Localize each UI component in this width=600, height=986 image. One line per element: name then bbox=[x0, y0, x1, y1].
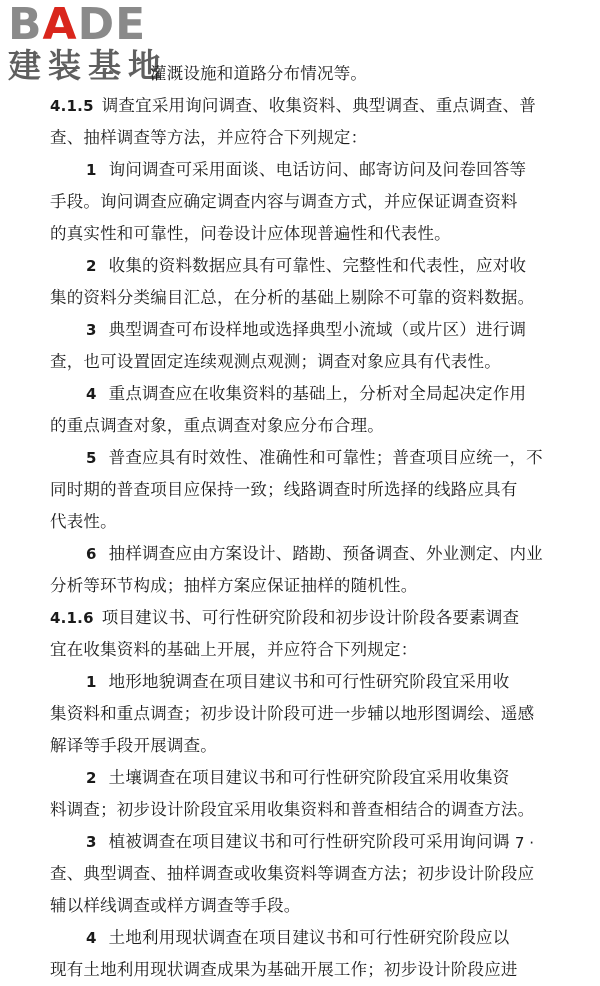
list-item: 2 收集的资料数据应具有可靠性、完整性和代表性，应对收 bbox=[86, 256, 527, 275]
text-line: 查、抽样调查等方法，并应符合下列规定： bbox=[50, 128, 368, 147]
text-line: 集资料和重点调查；初步设计阶段可进一步辅以地形图调绘、遥感 bbox=[50, 704, 535, 723]
text-line: 现有土地利用现状调查成果为基础开展工作；初步设计阶段应进 bbox=[50, 960, 518, 979]
list-item: 1 地形地貌调查在项目建议书和可行性研究阶段宜采用收 bbox=[86, 672, 510, 691]
list-item: 4 土地利用现状调查在项目建议书和可行性研究阶段应以 bbox=[86, 928, 510, 947]
text-line: 辅以样线调查或样方调查等手段。 bbox=[50, 896, 301, 915]
text-line: 的真实性和可靠性，问卷设计应体现普遍性和代表性。 bbox=[50, 224, 451, 243]
logo-wordmark: BADE bbox=[8, 0, 147, 50]
text-line: 灌溉设施和道路分布情况等。 bbox=[150, 64, 368, 83]
text-line: 分析等环节构成；抽样方案应保证抽样的随机性。 bbox=[50, 576, 418, 595]
list-item: 3 典型调查可布设样地或选择典型小流域（或片区）进行调 bbox=[86, 320, 527, 339]
text-line: 手段。询问调查应确定调查内容与调查方式，并应保证调查资料 bbox=[50, 192, 518, 211]
text-line: 料调查；初步设计阶段宜采用收集资料和普查相结合的调查方法。 bbox=[50, 800, 535, 819]
clause-number: 4.1.5 bbox=[50, 97, 94, 115]
list-item: 6 抽样调查应由方案设计、踏勘、预备调查、外业测定、内业 bbox=[86, 544, 543, 563]
logo-cjk-text: 建装基地 bbox=[8, 46, 168, 85]
text-line: 的重点调查对象，重点调查对象应分布合理。 bbox=[50, 416, 384, 435]
list-item: 1 询问调查可采用面谈、电话访问、邮寄访问及问卷回答等 bbox=[86, 160, 527, 179]
document-body bbox=[50, 58, 570, 986]
text-line: 集的资料分类编目汇总，在分析的基础上剔除不可靠的资料数据。 bbox=[50, 288, 535, 307]
list-item: 4 重点调查应在收集资料的基础上，分析对全局起决定作用 bbox=[86, 384, 527, 403]
text-line: 解译等手段开展调查。 bbox=[50, 736, 217, 755]
text-line: 同时期的普查项目应保持一致；线路调查时所选择的线路应具有 bbox=[50, 480, 518, 499]
list-item: 2 土壤调查在项目建议书和可行性研究阶段宜采用收集资 bbox=[86, 768, 510, 787]
clause-4-1-5: 4.1.5 调查宜采用询问调查、收集资料、典型调查、重点调查、普 bbox=[50, 96, 536, 115]
clause-number: 4.1.6 bbox=[50, 609, 94, 627]
page-number: · 7 · bbox=[505, 834, 534, 852]
list-item: 3 植被调查在项目建议书和可行性研究阶段可采用询问调 bbox=[86, 832, 510, 851]
list-item: 5 普查应具有时效性、准确性和可靠性；普查项目应统一，不 bbox=[86, 448, 543, 467]
clause-4-1-6: 4.1.6 项目建议书、可行性研究阶段和初步设计阶段各要素调查 bbox=[50, 608, 520, 627]
text-line: 代表性。 bbox=[50, 512, 117, 531]
text-line: 查，也可设置固定连续观测点观测；调查对象应具有代表性。 bbox=[50, 352, 501, 371]
text-line: 宜在收集资料的基础上开展，并应符合下列规定： bbox=[50, 640, 418, 659]
text-line: 查、典型调查、抽样调查或收集资料等调查方法；初步设计阶段应 bbox=[50, 864, 535, 883]
